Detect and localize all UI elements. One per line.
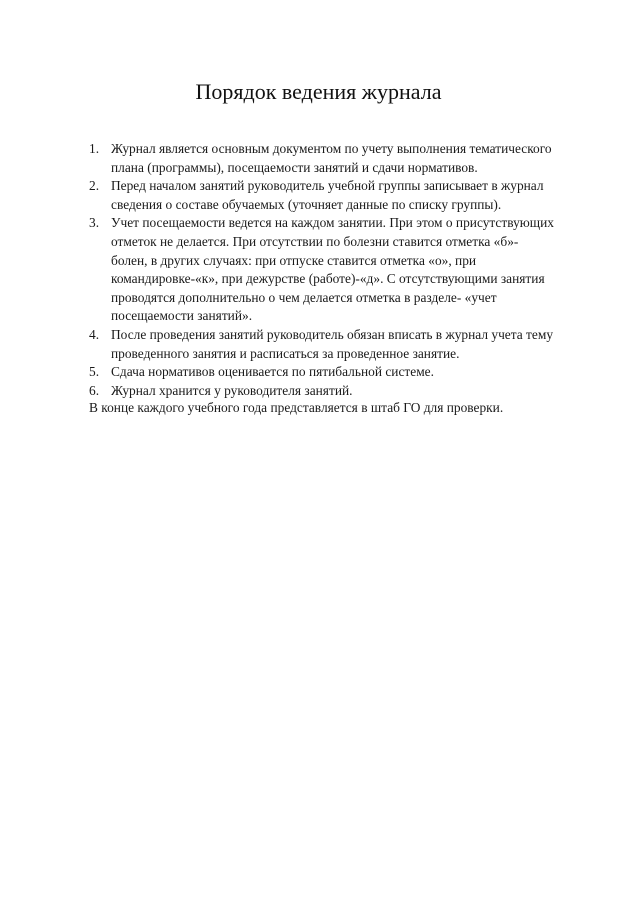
list-item: [89, 363, 619, 382]
list-item-text-line: плана (программы), посещаемости занятий и сдачи нормативов.: [111, 159, 478, 175]
list-item: [89, 140, 619, 177]
list-item-text-line: Перед началом занятий руководитель учебной группы записывает в журнал: [111, 178, 544, 194]
list-item: [89, 326, 619, 363]
list-item-text-line: После проведения занятий руководитель обязан вписать в журнал учета тему: [111, 326, 554, 342]
list-item-number: 3.: [89, 215, 100, 231]
list-item: [89, 214, 619, 326]
page-title: Порядок ведения журнала: [195, 79, 442, 104]
list-item-number: 6.: [89, 382, 100, 398]
list-item-text-line: командировке-«к», при дежурстве (работе)-«д». С отсутствующими занятия: [111, 271, 545, 287]
list-item-text-line: болен, в других случаях: при отпуске ставится отметка «о», при: [111, 252, 477, 268]
list-item-number: 4.: [89, 326, 100, 342]
list-item-text-line: проводятся дополнительно о чем делается отметка в разделе- «учет: [111, 289, 497, 305]
list-item-text-line: отметок не делается. При отсутствии по болезни ставится отметка «б»-: [111, 233, 519, 249]
list-item-text-line: посещаемости занятий».: [111, 308, 253, 324]
list-item-number: 5.: [89, 364, 100, 380]
list-item: [89, 177, 619, 214]
list-item-text-line: Сдача нормативов оценивается по пятибальной системе.: [111, 364, 434, 380]
list-item-text-line: Журнал хранится у руководителя занятий.: [111, 382, 353, 398]
list-item-text-line: Журнал является основным документом по учету выполнения тематического: [111, 141, 552, 156]
list-item: [89, 382, 619, 401]
list-item-number: 2.: [89, 178, 100, 194]
list-item-text-line: Учет посещаемости ведется на каждом занятии. При этом о присутствующих: [111, 215, 554, 231]
list-item-text-line: проведенного занятия и расписаться за проведенное занятие.: [111, 345, 460, 361]
list-item-number: 1.: [89, 141, 100, 156]
footer-note: В конце каждого учебного года представляется в штаб ГО для проверки.: [89, 400, 504, 415]
rules-list: [89, 140, 619, 400]
list-item-text-line: сведения о составе обучаемых (уточняет данные по списку группы).: [111, 196, 502, 212]
